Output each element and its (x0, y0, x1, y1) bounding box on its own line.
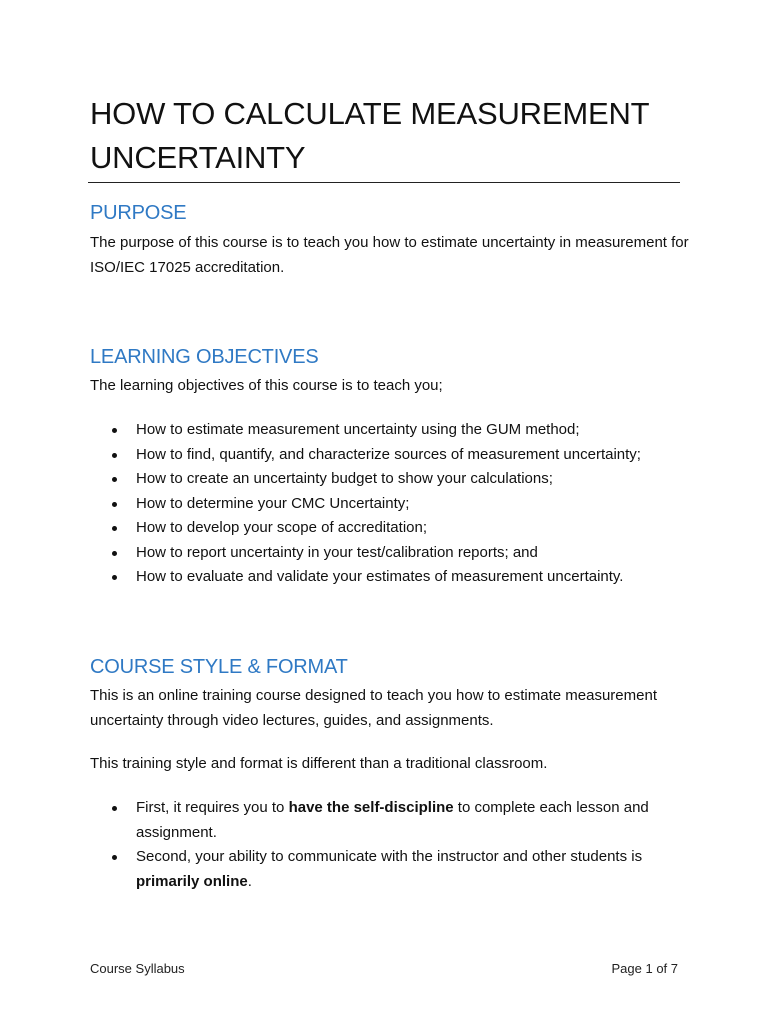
learning-objectives-intro: The learning objectives of this course is to teach you; (90, 377, 443, 394)
bullet-dot (112, 551, 117, 556)
purpose-heading: PURPOSE (90, 202, 187, 224)
list-item-text: How to report uncertainty in your test/calibration reports; and (136, 543, 538, 561)
list-item-text-before: Second, your ability to communicate with the instructor and other students is (136, 848, 643, 865)
bullet-dot (112, 477, 117, 482)
bullet-dot (112, 453, 117, 458)
list-item (90, 467, 690, 492)
learning-objectives-list (90, 418, 690, 590)
list-item (90, 845, 690, 894)
list-item-text: How to develop your scope of accreditation; (136, 519, 427, 536)
list-item-emphasis: primarily online (136, 872, 248, 890)
list-item (90, 418, 690, 443)
list-item (90, 516, 690, 541)
list-item (90, 443, 690, 468)
list-item-text-before: First, it requires you to (136, 799, 289, 816)
bullet-dot (112, 806, 117, 811)
footer-left-label: Course Syllabus (90, 961, 185, 976)
course-format-paragraph-1: This is an online training course designed to teach you how to estimate measurement uncertainty through video lectures, guides, and assignments. (90, 687, 657, 729)
list-item-text: How to determine your CMC Uncertainty; (136, 494, 410, 512)
learning-objectives-heading: LEARNING OBJECTIVES (90, 346, 319, 368)
list-item-text-after: . (247, 872, 252, 890)
bullet-dot (112, 526, 117, 531)
page-title: HOW TO CALCULATE MEASUREMENT UNCERTAINTY (90, 96, 649, 175)
bullet-dot (112, 428, 117, 433)
list-item-text: How to create an uncertainty budget to show your calculations; (136, 470, 553, 487)
course-format-heading: COURSE STYLE & FORMAT (90, 656, 348, 678)
list-item (90, 492, 690, 517)
list-item-text: How to evaluate and validate your estimates of measurement uncertainty. (136, 568, 624, 585)
list-item-emphasis: have the self-discipline (288, 799, 454, 816)
bullet-dot (112, 575, 117, 580)
bullet-dot (112, 855, 117, 860)
list-item (90, 796, 690, 845)
list-item-text-after: to complete each lesson and assignment. (136, 799, 649, 841)
course-format-list (90, 796, 690, 894)
list-item (90, 565, 690, 590)
course-format-paragraph-2: This training style and format is different than a traditional classroom. (90, 755, 548, 772)
purpose-paragraph: The purpose of this course is to teach you how to estimate uncertainty in measurement for ISO/IEC 17025 accreditation. (90, 234, 689, 276)
title-divider (88, 182, 680, 183)
page-number: Page 1 of 7 (611, 961, 678, 976)
list-item (90, 541, 690, 566)
list-item-text: How to find, quantify, and characterize sources of measurement uncertainty; (136, 445, 641, 463)
bullet-dot (112, 502, 117, 507)
list-item-text: How to estimate measurement uncertainty using the GUM method; (136, 421, 580, 438)
